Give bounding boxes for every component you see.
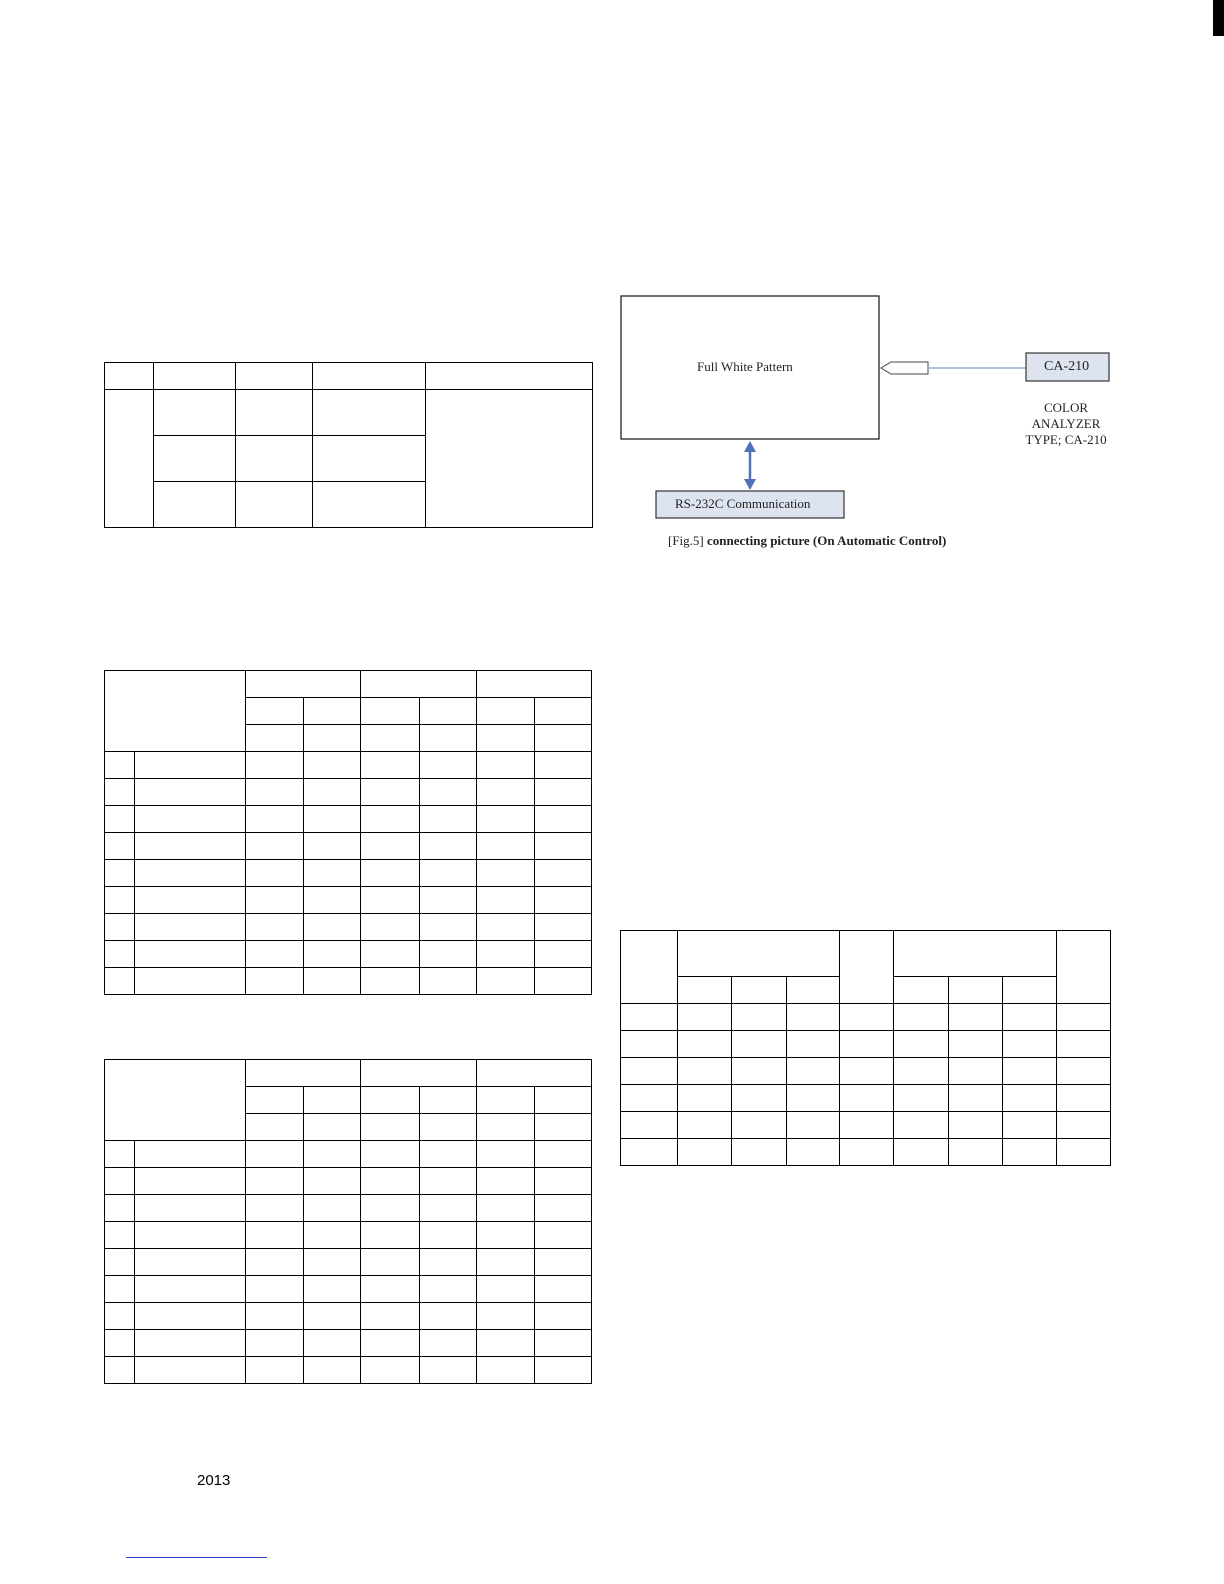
table-row xyxy=(621,1085,1111,1112)
page-edge-marker xyxy=(1213,0,1224,36)
table-row xyxy=(105,914,592,941)
adjustment-result-table xyxy=(620,930,1111,1166)
table-row xyxy=(105,860,592,887)
figure-caption-number: [Fig.5] xyxy=(668,533,704,548)
display-label: Full White Pattern xyxy=(697,359,793,374)
table-row xyxy=(105,887,592,914)
table-row xyxy=(105,1357,592,1384)
table-row xyxy=(105,1195,592,1222)
table-row xyxy=(621,1004,1111,1031)
color-temperature-table-2 xyxy=(104,1059,592,1384)
table-row xyxy=(105,779,592,806)
color-temperature-table-1 xyxy=(104,670,592,995)
table-row xyxy=(105,968,592,995)
table-row xyxy=(621,1058,1111,1085)
table-row xyxy=(105,833,592,860)
analyzer-caption-line-2: ANALYZER xyxy=(1031,416,1101,431)
table-row xyxy=(105,1276,592,1303)
table-row xyxy=(621,1112,1111,1139)
analyzer-caption-line-3: TYPE; CA-210 xyxy=(1025,432,1107,447)
table-row xyxy=(105,941,592,968)
table-row xyxy=(105,1249,592,1276)
figure-caption-text: connecting picture (On Automatic Control) xyxy=(707,533,947,548)
connection-diagram xyxy=(616,290,1116,560)
table-row xyxy=(105,752,592,779)
table-header-row xyxy=(105,671,592,698)
table-header-row xyxy=(105,363,593,390)
figure-caption xyxy=(668,533,946,549)
comm-arrow-head-up xyxy=(744,441,756,452)
table-row xyxy=(105,390,593,436)
table-row xyxy=(105,1168,592,1195)
footer-link-underline[interactable] xyxy=(126,1557,267,1558)
table-row xyxy=(621,1031,1111,1058)
table-row xyxy=(621,1139,1111,1166)
table-row xyxy=(105,1222,592,1249)
table-header-row xyxy=(621,931,1111,977)
table-row xyxy=(105,1303,592,1330)
analyzer-caption-line-1: COLOR xyxy=(1043,400,1089,415)
analyzer-box-label: CA-210 xyxy=(1044,359,1090,374)
table-row xyxy=(105,1330,592,1357)
table-row xyxy=(105,1141,592,1168)
table-row xyxy=(105,806,592,833)
comm-box-label: RS-232C Communication xyxy=(675,496,811,511)
specification-table xyxy=(104,362,593,528)
comm-arrow-head-down xyxy=(744,479,756,490)
table-header-row xyxy=(105,1060,592,1087)
footer-year: 2013 xyxy=(197,1472,231,1489)
probe-icon xyxy=(881,362,928,374)
